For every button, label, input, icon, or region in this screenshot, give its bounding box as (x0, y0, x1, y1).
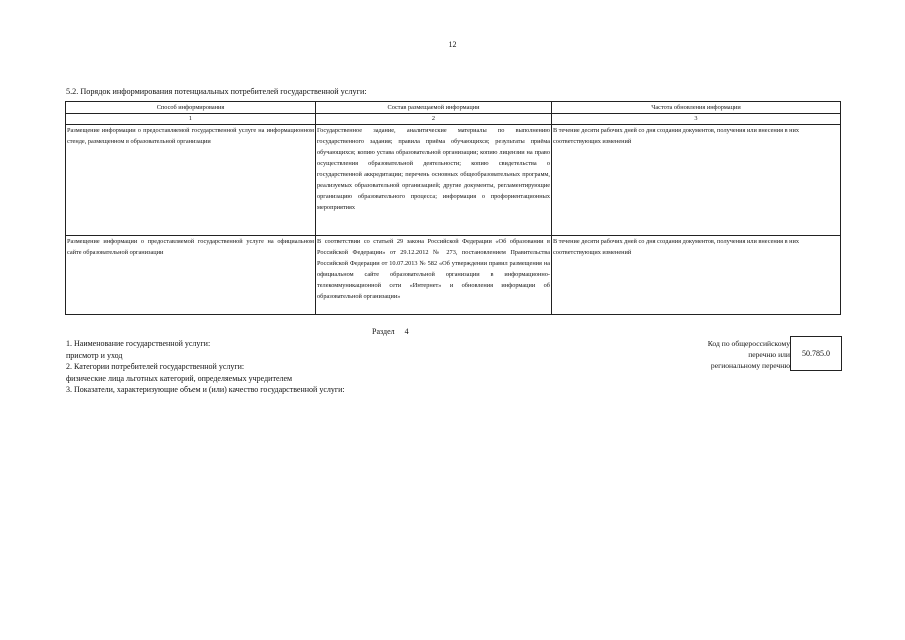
table-row (66, 236, 841, 315)
service-description (66, 338, 345, 396)
column-number: 3 (552, 114, 841, 125)
consumers-label: 2. Категории потребителей государственной услуги: (66, 362, 245, 371)
method-cell: Размещение информации о предоставляемой государственной услуге на информационном стенде, размещенном в образовательной организации (66, 125, 316, 236)
page-number: 12 (448, 40, 457, 49)
code-label-line: перечню или (748, 350, 790, 359)
code-label-line: региональному перечню (710, 361, 790, 370)
indicators-label: 3. Показатели, характеризующие объем и (или) качество государственной услуги: (66, 385, 345, 394)
service-name-value: присмотр и уход (66, 350, 123, 360)
frequency-cell: В течение десяти рабочих дней со дня создания документов, получения или внесения в них соответствующих изменений (552, 236, 841, 315)
section-title (372, 327, 409, 336)
frequency-cell: В течение десяти рабочих дней со дня создания документов, получения или внесения в них соответствующих изменений (552, 125, 841, 236)
section-number: 4 (404, 327, 409, 336)
content-cell: Государственное задание, аналитические материалы по выполнению государственного задания; правила приёма обучающихся; результаты приёма обучающихся; копию устава образовательной организации; копию лицензии на право осуществления образовательной деятельности; копию свидетельства о государственной аккредитации; перечень основных общеобразовательных программ, реализуемых образовательной организацией; другие документы, регламентирующие организацию образовательного процесса; информация о профориентационных мероприятиях (316, 125, 552, 236)
column-number-row (66, 114, 841, 125)
table-header-row (66, 102, 841, 114)
code-label-line: Код по общероссийскому (707, 339, 790, 348)
code-label (708, 338, 790, 371)
column-number: 1 (66, 114, 316, 125)
code-value-box: 50.785.0 (790, 336, 842, 371)
header-method: Способ информирования (66, 102, 316, 114)
header-content: Состав размещаемой информации (316, 102, 552, 114)
method-cell: Размещение информации о предоставляемой государственной услуге на официальном сайте образовательной организации (66, 236, 316, 315)
consumers-value: физические лица льготных категорий, определяемых учредителем (66, 373, 293, 383)
service-name-label: 1. Наименование государственной услуги: (66, 339, 211, 348)
information-table (65, 101, 841, 315)
section-heading: 5.2. Порядок информирования потенциальных потребителей государственной услуги: (66, 87, 367, 96)
table-row (66, 125, 841, 236)
content-cell: В соответствии со статьей 29 закона Российской Федерации «Об образовании в Российской Федерации» от 29.12.2012 № 273, постановлением Правительства Российской Федерации от 10.07.2013 № 582 «Об утверждении правил размещения на официальном сайте образовательной организации в информационно-телекоммуникационной сети «Интернет» и обновления информации об образовательной организации» (316, 236, 552, 315)
column-number: 2 (316, 114, 552, 125)
header-frequency: Частота обновления информации (552, 102, 841, 114)
section-label: Раздел (372, 327, 395, 336)
